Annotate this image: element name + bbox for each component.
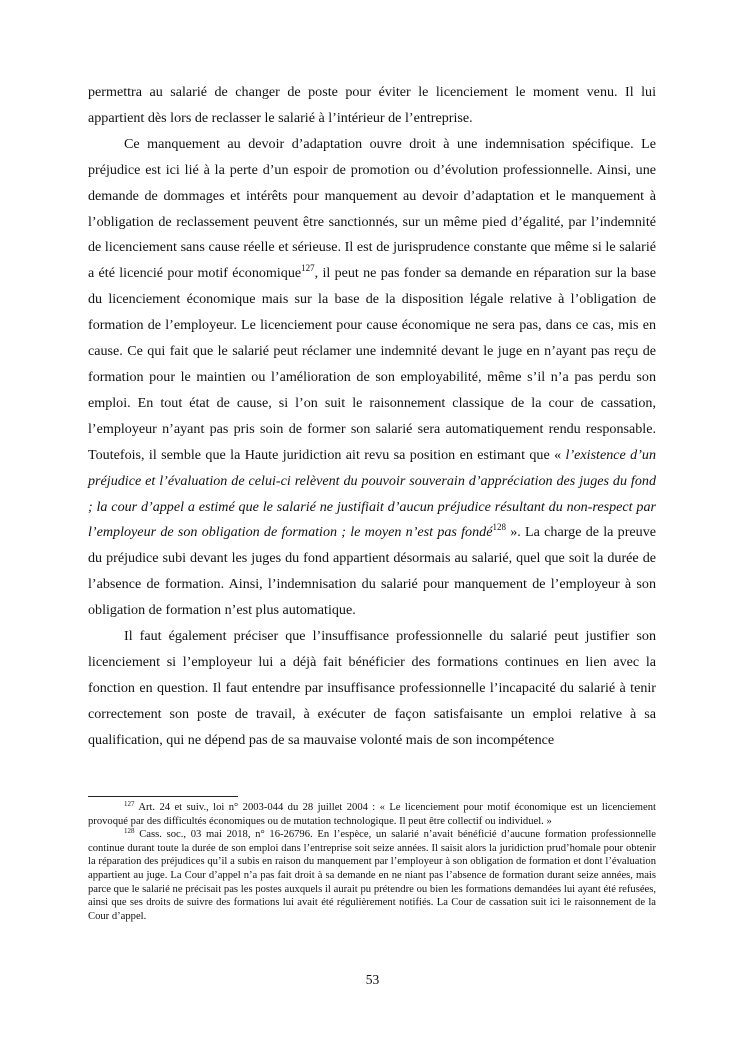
- footnote-number: 127: [124, 800, 135, 808]
- footnote-text: Cass. soc., 03 mai 2018, n° 16-26796. En l’espèce, un salarié n’avait bénéficié d’aucune formation professionnelle continue durant toute la durée de son emploi dans l’entreprise soit seize années. Il saisit alors la juridiction prud’homale pour obtenir la réparation des préjudices qu’il a subis en raison du manquement par l’employeur à son obligation de formation et dont l’évaluation appartient au juge. La Cour d’appel n’a pas fait droit à sa demande en ne niant pas l’absence de formation durant seize années, mais parce que le salarié ne précisait pas les postes auxquels il aurait pu prétendre ou bien les formations demandées lui ayant été refusées, ainsi que ses droits de suivre des formations lui avait été régulièrement notifiés. La Cour de cassation suit ici le raisonnement de la Cour d’appel.: [88, 829, 656, 922]
- footnote-text: Art. 24 et suiv., loi n° 2003-044 du 28 juillet 2004 : « Le licenciement pour motif économique est un licenciement provoqué par des difficultés économiques ou de mutation technologique. Il peut être collectif ou individuel. »: [88, 802, 656, 827]
- paragraph-3: Il faut également préciser que l’insuffisance professionnelle du salarié peut justifier son licenciement si l’employeur lui a déjà fait bénéficier des formations continues en lien avec la fonction en question. Il faut entendre par insuffisance professionnelle l’incapacité du salarié à tenir correctement son poste de travail, à exécuter de façon satisfaisante un emploi relative à sa qualification, qui ne dépend pas de sa mauvaise volonté mais de son incompétence: [88, 628, 656, 748]
- paragraph-1: permettra au salarié de changer de poste pour éviter le licenciement le moment venu. Il lui appartient dès lors de reclasser le salarié à l’intérieur de l’entreprise.: [88, 84, 656, 126]
- footnote-ref-127: 127: [301, 263, 315, 274]
- footnote-128: [88, 828, 656, 923]
- footnotes: [88, 801, 656, 923]
- footnote-number: 128: [124, 827, 135, 836]
- paragraph-2-text-c: ». La charge de la preuve du préjudice subi devant les juges du fond appartient désormais au salarié, quel que soit la durée de l’absence de formation. Ainsi, l’indemnisation du salarié pour manquement de l’employeur à son obligation de formation n’est plus automatique.: [88, 524, 657, 619]
- footnote-ref-128: 128: [492, 522, 506, 533]
- page-number: 53: [365, 972, 380, 987]
- paragraph-2-text-a: Ce manquement au devoir d’adaptation ouvre droit à une indemnisation spécifique. Le préjudice est ici lié à la perte d’un espoir de promotion ou d’évolution professionnelle. Ainsi, une demande de dommages et intérêts pour manquement au devoir d’adaptation et le manquement à l’obligation de reclassement peuvent être sanctionnés, sur un même pied d’égalité, par l’indemnité de licenciement sans cause réelle et sérieuse. Il est de jurisprudence constante que même si le salarié a été licencié pour motif économique: [88, 135, 656, 282]
- italic-quote: l’existence d’un préjudice et l’évaluation de celui-ci relèvent du pouvoir souverain d’appréciation des juges du fond ; la cour d’appel a estimé que le salarié ne justifiait d’aucun préjudice résultant du non-respect par l’employeur de son obligation de formation ; le moyen n’est pas fondé: [88, 446, 656, 541]
- body-text: [88, 80, 656, 754]
- footnote-127: [88, 801, 656, 828]
- paragraph-2-text-b: , il peut ne pas fonder sa demande en réparation sur la base du licenciement économique mais sur la base de la disposition légale relative à l’obligation de formation de l’employeur. Le licenciement pour cause économique ne sera pas, dans ce cas, mis en cause. Ce qui fait que le salarié peut réclamer une indemnité devant le juge en n’ayant pas reçu de formation pour le maintien ou l’amélioration de son employabilité, même s’il n’a pas perdu son emploi. En tout état de cause, si l’on suit le raisonnement classique de la cour de cassation, l’employeur n’ayant pas pris soin de former son salarié sera automatiquement rendu responsable. Toutefois, il semble que la Haute juridiction ait revu sa position en estimant que «: [88, 265, 656, 463]
- footnote-separator: [88, 796, 238, 797]
- paragraph-2: [88, 132, 656, 624]
